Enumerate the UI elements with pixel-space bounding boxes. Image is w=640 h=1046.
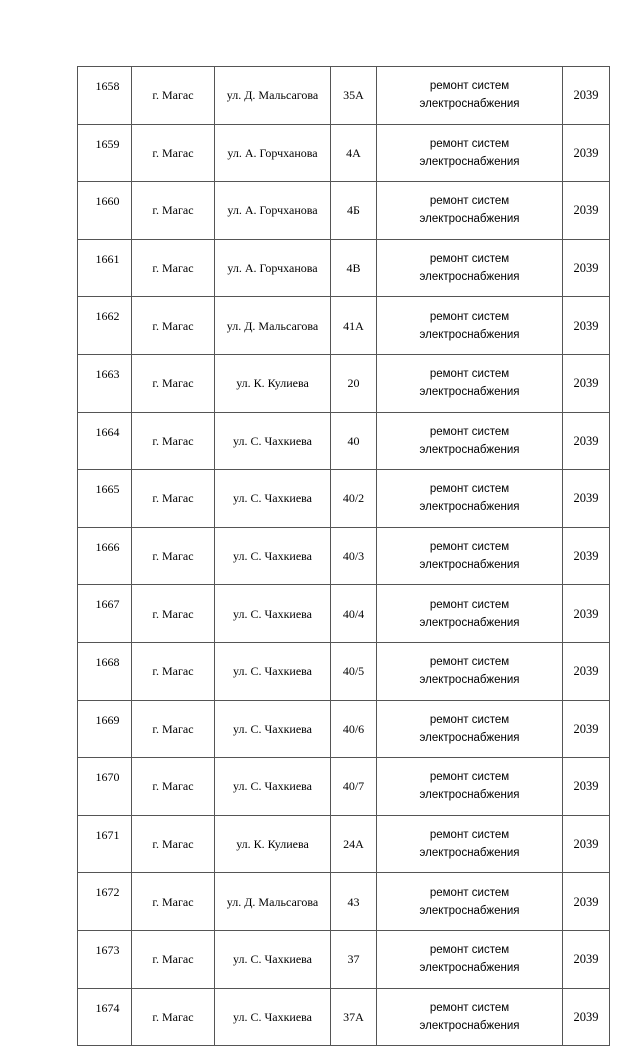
row-number-cell: 1659 (78, 124, 132, 182)
work-type-line-1: ремонт систем (429, 771, 510, 784)
work-type-line-1: ремонт систем (429, 1001, 510, 1014)
table-row (78, 124, 610, 182)
year-cell: 2039 (563, 354, 610, 412)
street-cell: ул. К. Кулиева (215, 815, 331, 873)
work-type-cell (377, 585, 563, 643)
work-type-line-2: электроснабжения (419, 328, 520, 341)
year-cell: 2039 (563, 585, 610, 643)
row-number-cell: 1674 (78, 988, 132, 1046)
row-number-cell: 1672 (78, 873, 132, 931)
work-type-line-1: ремонт систем (429, 713, 510, 726)
work-type-line-1: ремонт систем (429, 944, 510, 957)
city-cell: г. Магас (132, 758, 215, 816)
work-type-line-2: электроснабжения (419, 386, 520, 399)
house-number-cell: 4А (331, 124, 377, 182)
work-type-cell (377, 930, 563, 988)
street-cell: ул. С. Чахкиева (215, 585, 331, 643)
city-cell: г. Магас (132, 988, 215, 1046)
table-row (78, 873, 610, 931)
work-type-line-1: ремонт систем (429, 425, 510, 438)
work-type-line-2: электроснабжения (419, 559, 520, 572)
row-number-cell: 1667 (78, 585, 132, 643)
street-cell: ул. К. Кулиева (215, 354, 331, 412)
work-type-cell (377, 124, 563, 182)
work-type-cell (377, 354, 563, 412)
work-type-cell (377, 412, 563, 470)
city-cell: г. Магас (132, 815, 215, 873)
year-cell: 2039 (563, 527, 610, 585)
year-cell: 2039 (563, 182, 610, 240)
street-cell: ул. А. Горчханова (215, 239, 331, 297)
work-type-line-1: ремонт систем (429, 195, 510, 208)
work-type-line-1: ремонт систем (429, 253, 510, 266)
work-type-line-1: ремонт систем (429, 656, 510, 669)
street-cell: ул. С. Чахкиева (215, 642, 331, 700)
repair-schedule-table (77, 66, 610, 1046)
street-cell: ул. С. Чахкиева (215, 988, 331, 1046)
city-cell: г. Магас (132, 67, 215, 125)
house-number-cell: 40 (331, 412, 377, 470)
row-number-cell: 1666 (78, 527, 132, 585)
work-type-line-1: ремонт систем (429, 310, 510, 323)
table-row (78, 758, 610, 816)
year-cell: 2039 (563, 758, 610, 816)
work-type-line-1: ремонт систем (429, 829, 510, 842)
work-type-line-2: электроснабжения (419, 962, 520, 975)
work-type-cell (377, 758, 563, 816)
city-cell: г. Магас (132, 585, 215, 643)
table-row (78, 470, 610, 528)
house-number-cell: 37А (331, 988, 377, 1046)
city-cell: г. Магас (132, 700, 215, 758)
house-number-cell: 37 (331, 930, 377, 988)
work-type-cell (377, 873, 563, 931)
street-cell: ул. Д. Мальсагова (215, 873, 331, 931)
row-number-cell: 1668 (78, 642, 132, 700)
table-body (78, 67, 610, 1046)
work-type-line-2: электроснабжения (419, 443, 520, 456)
work-type-line-1: ремонт систем (429, 483, 510, 496)
year-cell: 2039 (563, 297, 610, 355)
work-type-cell (377, 815, 563, 873)
table-row (78, 297, 610, 355)
house-number-cell: 40/5 (331, 642, 377, 700)
work-type-line-1: ремонт систем (429, 137, 510, 150)
table-row (78, 239, 610, 297)
year-cell: 2039 (563, 239, 610, 297)
street-cell: ул. С. Чахкиева (215, 700, 331, 758)
work-type-line-2: электроснабжения (419, 98, 520, 111)
table-row (78, 585, 610, 643)
work-type-line-2: электроснабжения (419, 616, 520, 629)
year-cell: 2039 (563, 873, 610, 931)
street-cell: ул. С. Чахкиева (215, 930, 331, 988)
table-row (78, 67, 610, 125)
year-cell: 2039 (563, 642, 610, 700)
house-number-cell: 4Б (331, 182, 377, 240)
table-row (78, 182, 610, 240)
city-cell: г. Магас (132, 297, 215, 355)
work-type-cell (377, 67, 563, 125)
house-number-cell: 4В (331, 239, 377, 297)
work-type-line-2: электроснабжения (419, 789, 520, 802)
work-type-cell (377, 642, 563, 700)
house-number-cell: 20 (331, 354, 377, 412)
year-cell: 2039 (563, 124, 610, 182)
work-type-line-1: ремонт систем (429, 598, 510, 611)
house-number-cell: 41А (331, 297, 377, 355)
year-cell: 2039 (563, 988, 610, 1046)
table-row (78, 988, 610, 1046)
work-type-line-2: электроснабжения (419, 501, 520, 514)
work-type-line-2: электроснабжения (419, 155, 520, 168)
work-type-line-1: ремонт систем (429, 80, 510, 93)
row-number-cell: 1658 (78, 67, 132, 125)
table-row (78, 527, 610, 585)
street-cell: ул. А. Горчханова (215, 182, 331, 240)
work-type-line-1: ремонт систем (429, 368, 510, 381)
work-type-line-2: электроснабжения (419, 731, 520, 744)
house-number-cell: 24А (331, 815, 377, 873)
work-type-cell (377, 988, 563, 1046)
street-cell: ул. С. Чахкиева (215, 412, 331, 470)
work-type-cell (377, 182, 563, 240)
work-type-line-1: ремонт систем (429, 886, 510, 899)
house-number-cell: 35А (331, 67, 377, 125)
work-type-cell (377, 239, 563, 297)
work-type-line-2: электроснабжения (419, 674, 520, 687)
street-cell: ул. С. Чахкиева (215, 470, 331, 528)
work-type-line-2: электроснабжения (419, 904, 520, 917)
work-type-cell (377, 470, 563, 528)
year-cell: 2039 (563, 815, 610, 873)
table-row (78, 700, 610, 758)
house-number-cell: 40/7 (331, 758, 377, 816)
work-type-line-2: электроснабжения (419, 271, 520, 284)
table-row (78, 354, 610, 412)
city-cell: г. Магас (132, 124, 215, 182)
house-number-cell: 43 (331, 873, 377, 931)
house-number-cell: 40/4 (331, 585, 377, 643)
street-cell: ул. С. Чахкиева (215, 527, 331, 585)
row-number-cell: 1662 (78, 297, 132, 355)
row-number-cell: 1664 (78, 412, 132, 470)
table-row (78, 642, 610, 700)
work-type-line-2: электроснабжения (419, 1019, 520, 1032)
street-cell: ул. Д. Мальсагова (215, 297, 331, 355)
work-type-line-2: электроснабжения (419, 847, 520, 860)
row-number-cell: 1660 (78, 182, 132, 240)
city-cell: г. Магас (132, 873, 215, 931)
house-number-cell: 40/6 (331, 700, 377, 758)
year-cell: 2039 (563, 700, 610, 758)
row-number-cell: 1665 (78, 470, 132, 528)
city-cell: г. Магас (132, 930, 215, 988)
city-cell: г. Магас (132, 354, 215, 412)
row-number-cell: 1671 (78, 815, 132, 873)
street-cell: ул. Д. Мальсагова (215, 67, 331, 125)
work-type-cell (377, 527, 563, 585)
row-number-cell: 1670 (78, 758, 132, 816)
year-cell: 2039 (563, 412, 610, 470)
city-cell: г. Магас (132, 642, 215, 700)
year-cell: 2039 (563, 470, 610, 528)
table-row (78, 815, 610, 873)
street-cell: ул. А. Горчханова (215, 124, 331, 182)
work-type-line-1: ремонт систем (429, 541, 510, 554)
house-number-cell: 40/2 (331, 470, 377, 528)
year-cell: 2039 (563, 930, 610, 988)
row-number-cell: 1669 (78, 700, 132, 758)
row-number-cell: 1661 (78, 239, 132, 297)
work-type-cell (377, 700, 563, 758)
row-number-cell: 1673 (78, 930, 132, 988)
row-number-cell: 1663 (78, 354, 132, 412)
work-type-line-2: электроснабжения (419, 213, 520, 226)
work-type-cell (377, 297, 563, 355)
city-cell: г. Магас (132, 470, 215, 528)
city-cell: г. Магас (132, 182, 215, 240)
table-row (78, 412, 610, 470)
street-cell: ул. С. Чахкиева (215, 758, 331, 816)
city-cell: г. Магас (132, 239, 215, 297)
year-cell: 2039 (563, 67, 610, 125)
house-number-cell: 40/3 (331, 527, 377, 585)
city-cell: г. Магас (132, 527, 215, 585)
table-row (78, 930, 610, 988)
city-cell: г. Магас (132, 412, 215, 470)
